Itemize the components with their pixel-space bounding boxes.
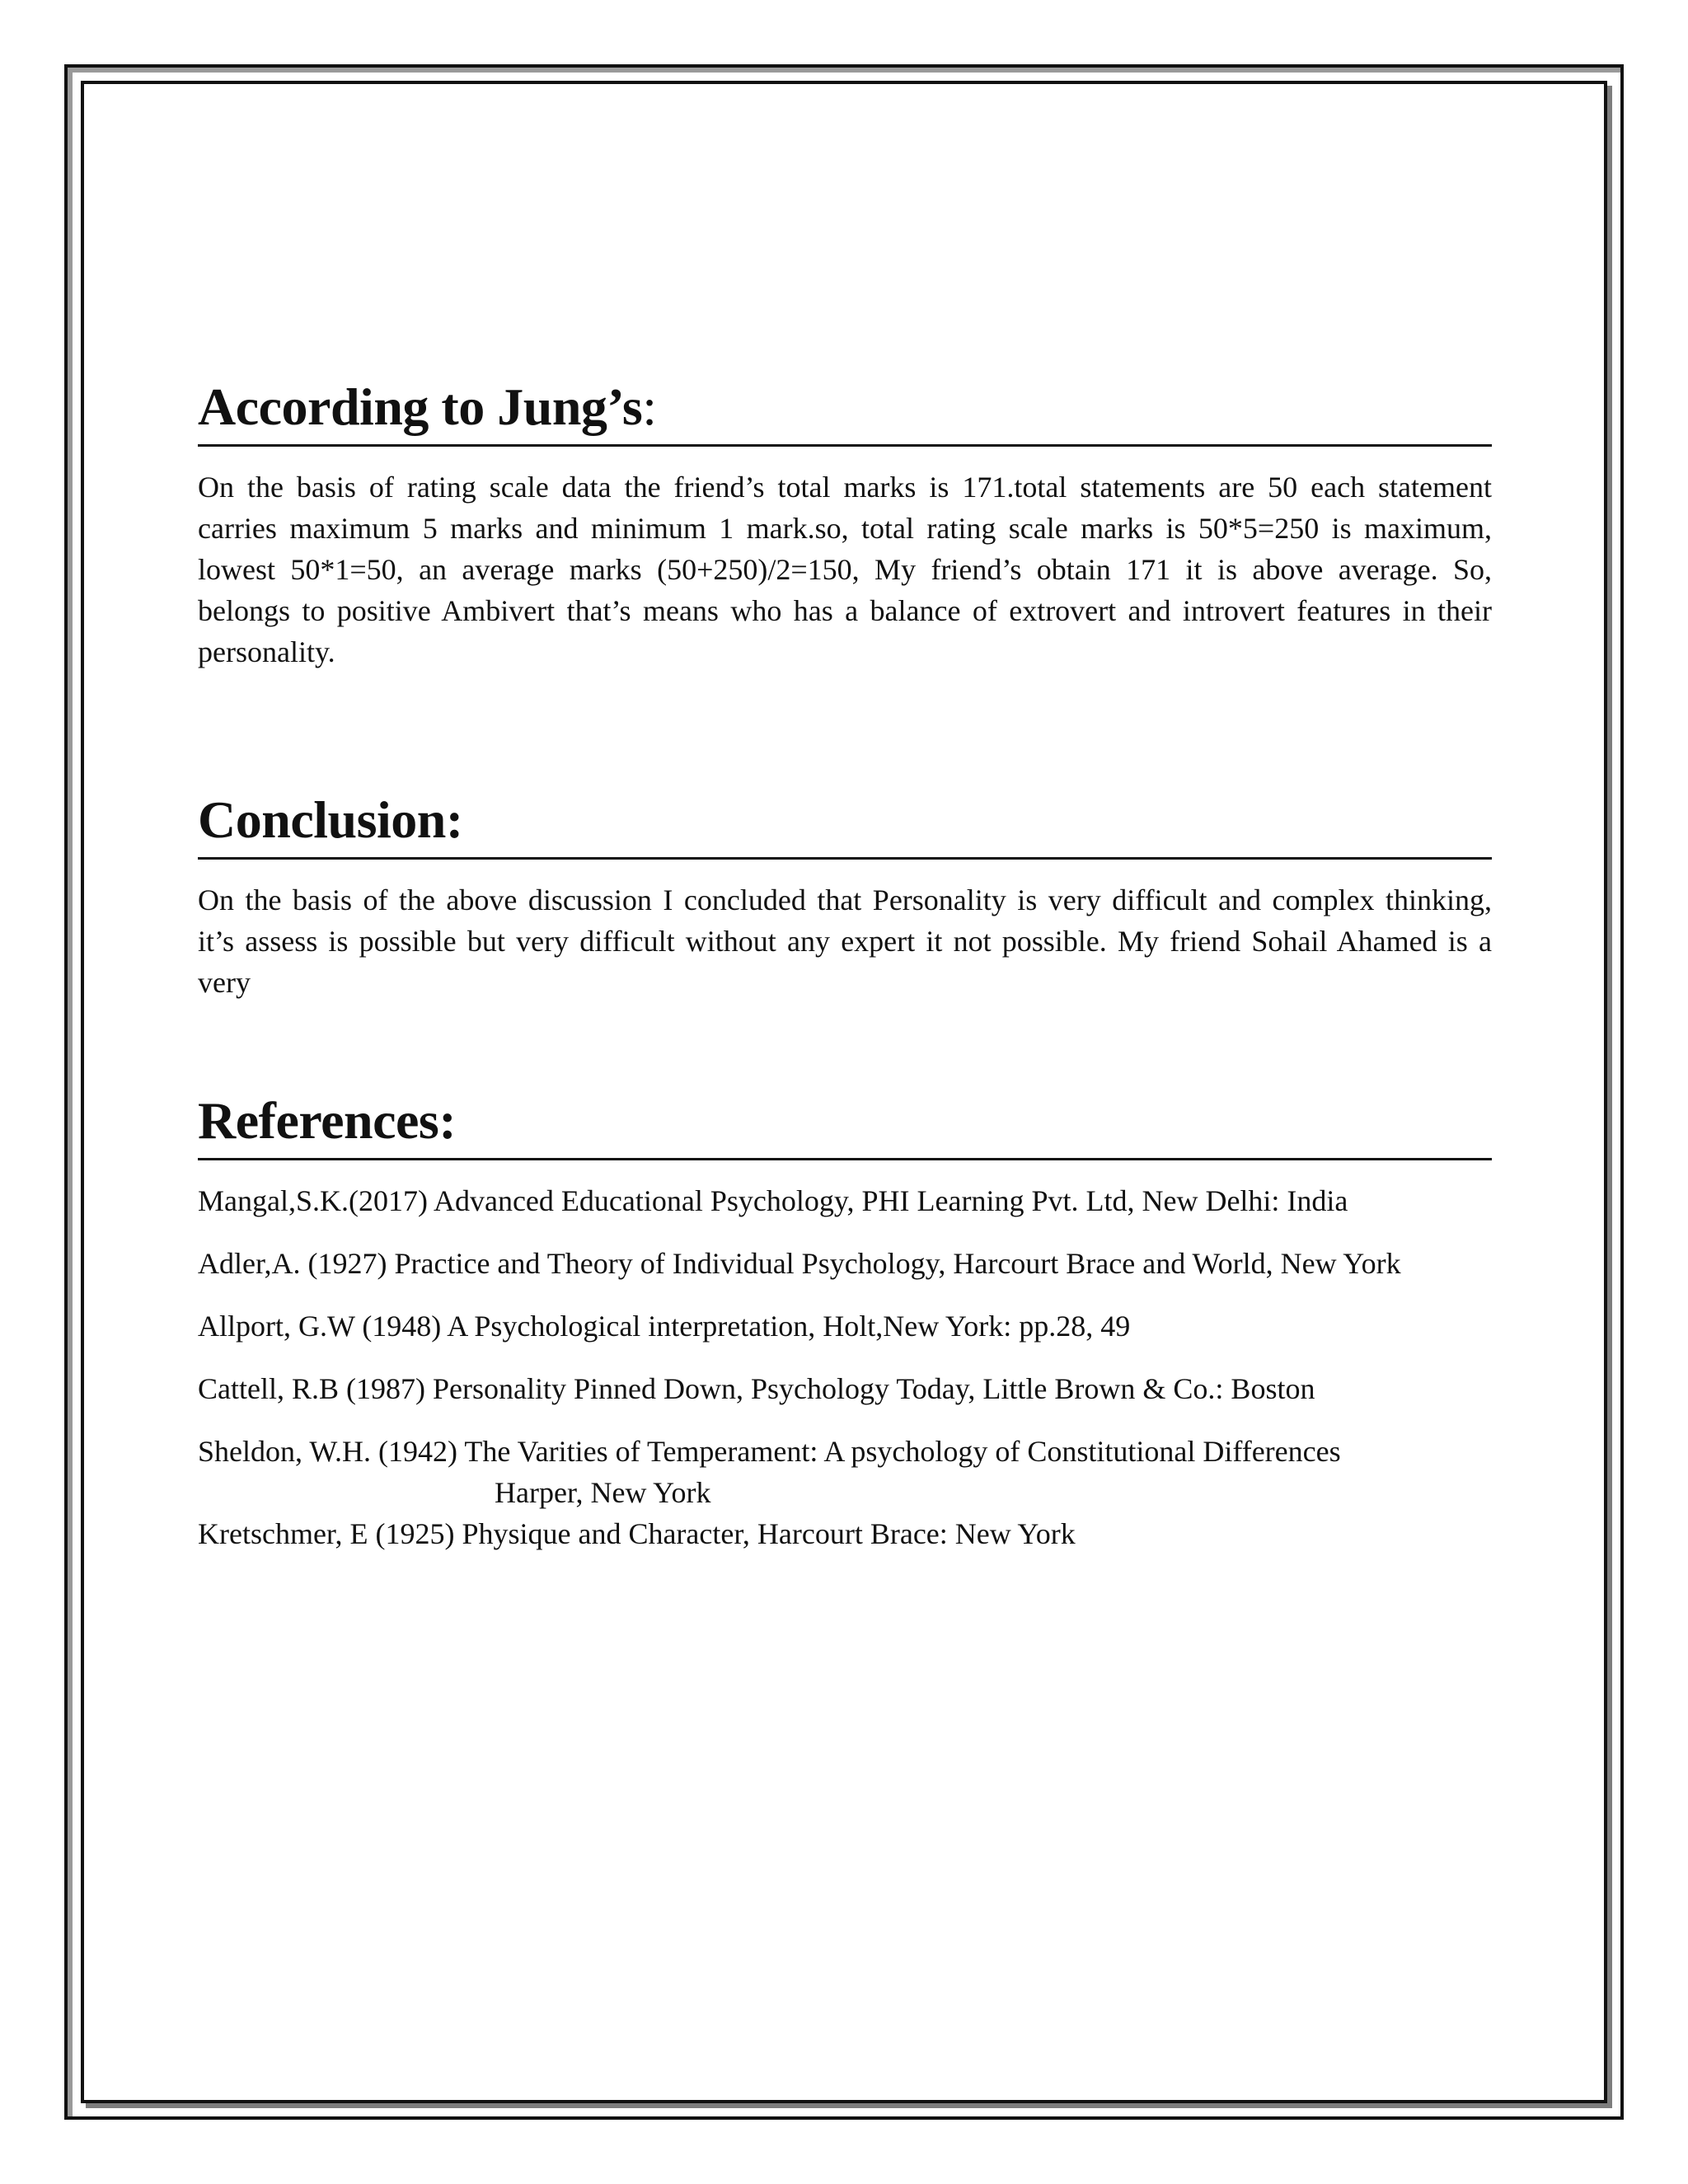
reference-item [198, 1180, 1492, 1221]
reference-list [198, 1180, 1492, 1554]
heading-according-to-jung [198, 375, 1492, 447]
heading-references: References: [198, 1089, 1492, 1160]
reference-text: Cattell, R.B (1987) Personality Pinned Down, Psychology Today, Little Brown & Co.: Boston [198, 1372, 1315, 1405]
document-content [198, 375, 1492, 1576]
reference-text: Allport, G.W (1948) A Psychological interpretation, Holt,New York: pp.28, 49 [198, 1310, 1131, 1343]
reference-item [198, 1431, 1492, 1513]
reference-item [198, 1305, 1492, 1347]
reference-text: Kretschmer, E (1925) Physique and Character, Harcourt Brace: New York [198, 1517, 1076, 1550]
section-references [198, 1089, 1492, 1554]
reference-item [198, 1243, 1492, 1284]
section-conclusion [198, 788, 1492, 1003]
reference-text: Mangal,S.K.(2017) Advanced Educational Psychology, PHI Learning Pvt. Ltd, New Delhi: India [198, 1184, 1348, 1217]
reference-text: Adler,A. (1927) Practice and Theory of Individual Psychology, Harcourt Brace and World, New York [198, 1247, 1401, 1280]
conclusion-paragraph: On the basis of the above discussion I concluded that Personality is very difficult and complex thinking, it’s assess is possible but very difficult without any expert it not possible. My friend Sohail Ahamed is a very [198, 883, 1492, 999]
section-according-to-jung [198, 375, 1492, 673]
reference-text: Sheldon, W.H. (1942) The Varities of Temperament: A psychology of Constitutional Differences [198, 1435, 1341, 1468]
heading-according-to-jung-text: According to Jung’s [198, 377, 643, 436]
jung-paragraph: On the basis of rating scale data the friend’s total marks is 171.total statements are 50 each statement carries maximum 5 marks and minimum 1 mark.so, total rating scale marks is 50*5=250 is maximum, lowest 50*1=50, an average marks (50+250)/2=150, My friend’s obtain 171 it is above average. So, belongs to positive Ambivert that’s means who has a balance of extrovert and introvert features in their personality. [198, 471, 1492, 668]
reference-continuation: Harper, New York [495, 1476, 711, 1509]
reference-item [198, 1368, 1492, 1409]
reference-item [198, 1513, 1492, 1554]
heading-conclusion: Conclusion: [198, 788, 1492, 860]
heading-colon: : [642, 377, 657, 436]
